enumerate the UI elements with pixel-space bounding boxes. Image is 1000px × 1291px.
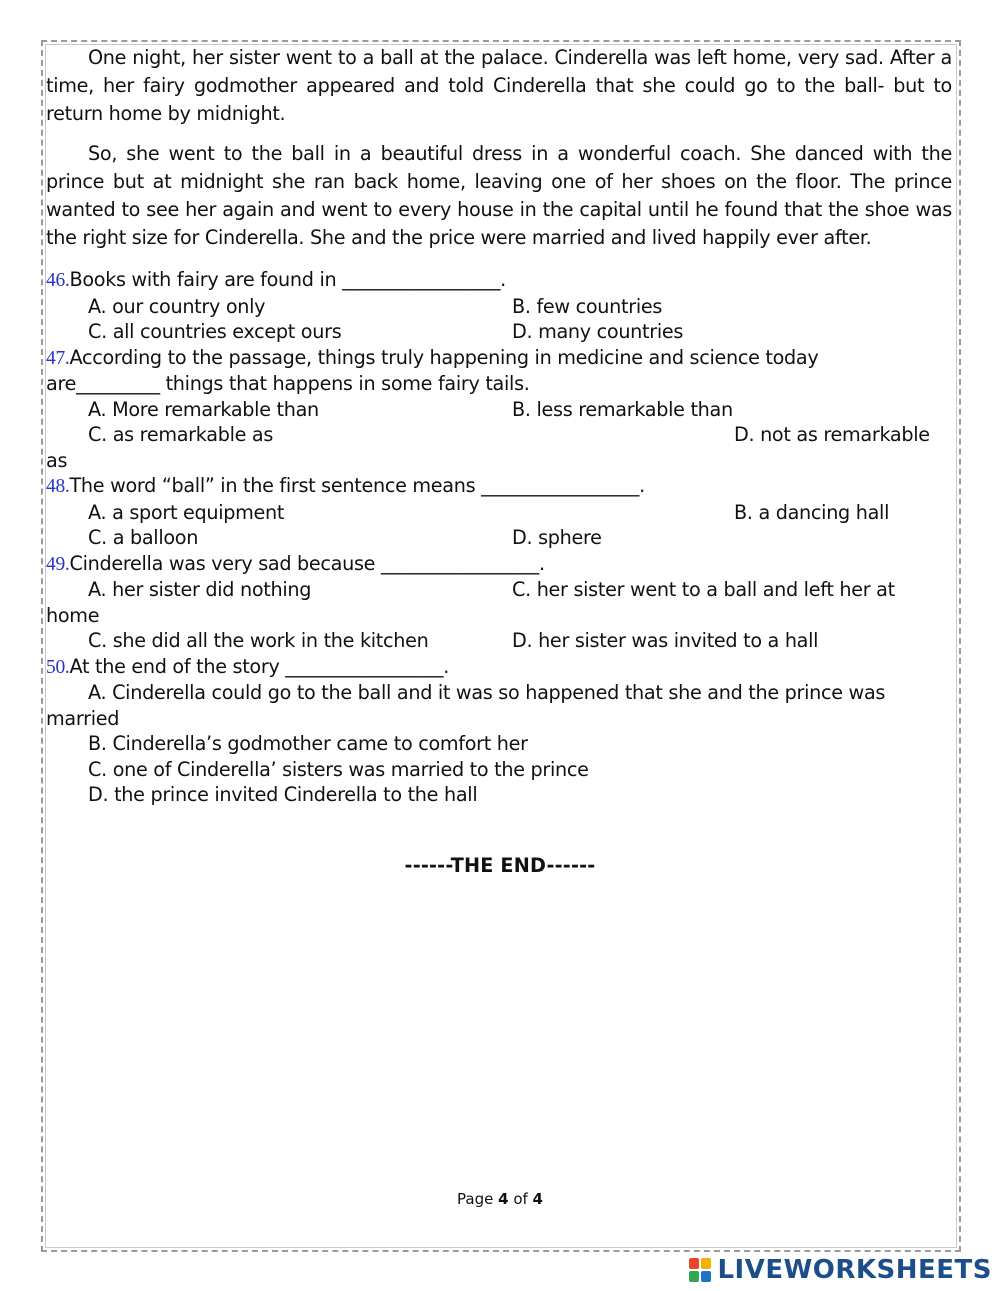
option-d-continuation: as	[46, 448, 68, 472]
options-row	[46, 525, 952, 551]
question-stem-line-1: According to the passage, things truly happening in medicine and science today	[69, 345, 819, 369]
worksheet-content	[46, 44, 952, 808]
option-a[interactable]: A. our country only	[88, 294, 266, 318]
question-46	[46, 267, 952, 294]
footer-total-pages: 4	[532, 1190, 543, 1208]
question-number: 50.	[46, 656, 70, 678]
options-row	[46, 319, 952, 345]
question-48	[46, 473, 952, 500]
option-b[interactable]: B. few countries	[512, 294, 663, 318]
question-number: 49.	[46, 553, 70, 575]
option-c-second[interactable]: C. she did all the work in the kitchen	[88, 629, 429, 652]
option-c-continuation: home	[46, 603, 100, 627]
option-a-continuation: married	[46, 706, 120, 730]
options-row	[46, 500, 952, 526]
options-row	[46, 628, 952, 654]
option-d[interactable]: D. the prince invited Cinderella to the hall	[88, 783, 478, 806]
question-49	[46, 551, 952, 578]
footer-middle: of	[508, 1190, 533, 1208]
question-stem-line-2: are_________ things that happens in some fairy tails.	[46, 372, 530, 395]
liveworksheets-brand	[689, 1255, 992, 1285]
option-b[interactable]: B. Cinderella’s godmother came to comfort her	[88, 732, 528, 755]
question-stem: Books with fairy are found in _________________.	[69, 268, 506, 291]
question-stem: At the end of the story _________________.	[69, 654, 450, 678]
option-a[interactable]: A. her sister did nothing	[88, 578, 312, 601]
option-c[interactable]: C. all countries except ours	[88, 320, 342, 343]
footer-current-page: 4	[498, 1190, 509, 1208]
question-number: 47.	[46, 347, 70, 369]
passage-paragraph-1: One night, her sister went to a ball at the palace. Cinderella was left home, very sad. After a time, her fairy godmother appeared and told Cinderella that she could go to the ball- but to return home by midnight.	[46, 46, 952, 125]
option-b[interactable]: B. less remarkable than	[512, 397, 733, 421]
question-number: 48.	[46, 476, 70, 497]
question-50	[46, 654, 952, 681]
the-end-heading: ------THE END------	[404, 854, 596, 877]
option-c[interactable]: C. a balloon	[88, 526, 199, 549]
options-row	[46, 397, 952, 423]
option-a[interactable]: A. Cinderella could go to the ball and it was so happened that she and the prince was	[88, 681, 886, 704]
question-stem: The word “ball” in the first sentence means _________________.	[69, 474, 645, 497]
page-footer	[0, 1190, 1000, 1208]
options-row	[46, 577, 952, 603]
options-row	[46, 422, 952, 448]
option-c[interactable]: C. her sister went to a ball and left her at	[512, 578, 895, 601]
option-d[interactable]: D. not as remarkable	[734, 423, 930, 446]
option-c[interactable]: C. as remarkable as	[88, 423, 274, 446]
options-row	[46, 294, 952, 320]
footer-prefix: Page	[457, 1190, 499, 1208]
option-d[interactable]: D. sphere	[512, 526, 602, 549]
option-d[interactable]: D. her sister was invited to a hall	[512, 629, 819, 652]
question-number: 46.	[46, 270, 70, 291]
option-d[interactable]: D. many countries	[512, 320, 684, 343]
brand-name: LIVEWORKSHEETS	[717, 1255, 992, 1285]
option-a[interactable]: A. More remarkable than	[88, 397, 319, 421]
option-c[interactable]: C. one of Cinderella’ sisters was married to the prince	[88, 757, 589, 781]
option-b[interactable]: B. a dancing hall	[734, 500, 890, 524]
question-47	[46, 345, 952, 372]
question-stem: Cinderella was very sad because _________________.	[69, 551, 545, 575]
liveworksheets-logo-icon	[689, 1258, 711, 1282]
option-a[interactable]: A. a sport equipment	[88, 500, 285, 524]
passage-paragraph-2: So, she went to the ball in a beautiful dress in a wonderful coach. She danced with the prince but at midnight she ran back home, leaving one of her shoes on the floor. The prince wanted to see her again and went to every house in the capital until he found that the shoe was the right size for Cinderella. She and the price were married and lived happily ever after.	[46, 142, 952, 249]
